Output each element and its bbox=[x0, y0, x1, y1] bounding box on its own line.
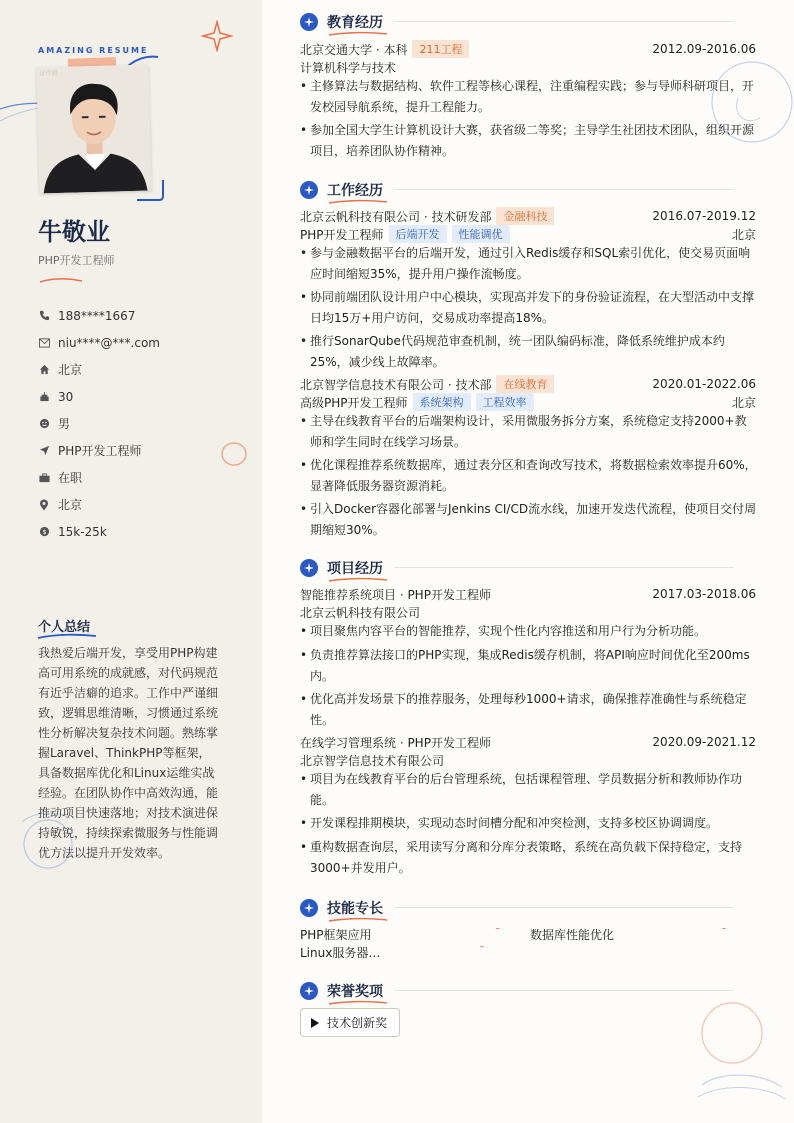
sparkle-icon bbox=[300, 559, 318, 577]
section-title-education: 教育经历 bbox=[327, 15, 383, 31]
section-title-honors: 荣誉奖项 bbox=[327, 984, 383, 1000]
bullet-text: 参加全国大学生计算机设计大赛，获省级二等奖；主导学生社团技术团队，组织开源项目，培养团队协作精神。 bbox=[310, 123, 755, 158]
summary-underline bbox=[36, 633, 100, 641]
bullet-text: 项目为在线教育平台的后台管理系统，包括课程管理、学员数据分析和教师协作功能。 bbox=[310, 772, 743, 807]
list-item: • 开发课程排期模块，实现动态时间槽分配和冲突检测，支持多校区协调调度。 bbox=[300, 813, 758, 834]
industry-tag: 在线教育 bbox=[496, 375, 554, 393]
section-underline bbox=[327, 31, 389, 37]
list-item: • 优化高并发场景下的推荐服务，处理每秒1000+请求，确保推荐准确性与系统稳定性。 bbox=[300, 689, 758, 730]
candidate-title: PHP开发工程师 bbox=[38, 254, 115, 267]
briefcase-icon bbox=[38, 472, 50, 484]
section-title-work: 工作经历 bbox=[327, 183, 383, 199]
sparkle-icon bbox=[300, 982, 318, 1000]
bullet-text: 主导在线教育平台的后端架构设计，采用微服务拆分方案，系统稳定支持2000+教师和学生同时在线学习场景。 bbox=[310, 414, 747, 449]
avatar bbox=[36, 65, 151, 194]
education-header bbox=[300, 40, 756, 58]
salary-icon bbox=[38, 526, 50, 538]
contact-age bbox=[38, 383, 160, 410]
send-icon bbox=[38, 445, 50, 457]
sidebar bbox=[0, 0, 262, 1123]
skill-level-marker bbox=[495, 928, 501, 929]
location-pin-icon bbox=[38, 499, 50, 511]
contact-phone bbox=[38, 302, 160, 329]
circle-decoration bbox=[218, 440, 250, 470]
section-skills bbox=[300, 898, 383, 918]
education-major: 计算机科学与技术 bbox=[300, 60, 397, 75]
cake-icon bbox=[38, 391, 50, 403]
job-date: 2016.07-2019.12 bbox=[652, 209, 756, 223]
project-header bbox=[300, 733, 756, 751]
job-header bbox=[300, 207, 756, 225]
brand-text: AMAZING RESUME bbox=[38, 46, 149, 55]
skill-level-marker bbox=[721, 928, 727, 929]
bullet-text: 重构数据查询层，采用读写分离和分库分表策略，系统在高负载下保持稳定，支持3000+并发用户。 bbox=[310, 840, 743, 875]
bullet-text: 开发课程排期模块，实现动态时间槽分配和冲突检测，支持多校区协调调度。 bbox=[310, 816, 719, 830]
bullet-text: 推行SonarQube代码规范审查机制，统一团队编码标准，降低系统维护成本约25%，减少线上故障率。 bbox=[310, 334, 725, 369]
section-honors bbox=[300, 981, 383, 1001]
sparkle-icon bbox=[300, 13, 318, 31]
star-sparkle-icon bbox=[200, 20, 234, 52]
job-date: 2020.01-2022.06 bbox=[652, 377, 756, 391]
contact-city-text: 北京 bbox=[58, 498, 83, 512]
skill-name: PHP框架应用 bbox=[300, 928, 372, 942]
main-content bbox=[262, 0, 794, 1123]
section-underline bbox=[327, 917, 389, 923]
bullet-text: 主修算法与数据结构、软件工程等核心课程，注重编程实践；参与导师科研项目，开发校园导航系统，提升工程能力。 bbox=[310, 79, 755, 114]
bullet-text: 项目聚焦内容平台的智能推荐，实现个性化内容推送和用户行为分析功能。 bbox=[310, 624, 707, 638]
job-position: PHP开发工程师 bbox=[300, 227, 384, 242]
education-date: 2012.09-2016.06 bbox=[652, 42, 756, 56]
contact-city bbox=[38, 491, 160, 518]
section-project bbox=[300, 558, 383, 578]
contact-status-text: 在职 bbox=[58, 471, 83, 485]
list-item: • 重构数据查询层，采用读写分离和分库分表策略，系统在高负载下保持稳定，支持3000+并发用户。 bbox=[300, 837, 758, 878]
job-position-row bbox=[300, 225, 756, 243]
photo-caption: 证件照 bbox=[39, 69, 58, 78]
list-item: • 引入Docker容器化部署与Jenkins CI/CD流水线，加速开发迭代流程，使项目交付周期缩短30%。 bbox=[300, 499, 758, 540]
job-header bbox=[300, 375, 756, 393]
job-position-row bbox=[300, 393, 756, 411]
job-position: 高级PHP开发工程师 bbox=[300, 395, 408, 410]
skill-bar bbox=[622, 927, 752, 929]
contact-position bbox=[38, 437, 160, 464]
section-divider bbox=[394, 567, 734, 568]
contact-gender bbox=[38, 410, 160, 437]
list-item: • 参加全国大学生计算机设计大赛，获省级二等奖；主导学生社团技术团队，组织开源项目，培养团队协作精神。 bbox=[300, 120, 758, 161]
contact-email-text: niu****@***.com bbox=[58, 335, 160, 350]
home-icon bbox=[38, 364, 50, 376]
sparkle-icon bbox=[300, 181, 318, 199]
project-date: 2017.03-2018.06 bbox=[652, 587, 756, 601]
project-title: 智能推荐系统项目 · PHP开发工程师 bbox=[300, 587, 491, 602]
section-underline bbox=[327, 577, 389, 583]
bullet-text: 负责推荐算法接口的PHP实现，集成Redis缓存机制，将API响应时间优化至200ms内。 bbox=[310, 648, 750, 683]
contact-position-text: PHP开发工程师 bbox=[58, 444, 142, 458]
project-company-row bbox=[300, 751, 756, 769]
list-item: • 优化课程推荐系统数据库，通过表分区和查询改写技术，将数据检索效率提升60%，显著降低服务器资源消耗。 bbox=[300, 455, 758, 496]
section-work bbox=[300, 180, 383, 200]
section-divider bbox=[394, 189, 734, 190]
summary-text: 我热爱后端开发，享受用PHP构建高可用系统的成就感，对代码规范有近乎洁癖的追求。工作中严谨细致，逻辑思维清晰，习惯通过系统性分析解决复杂技术问题。熟练掌握Laravel、ThinkPHP等框架，具备数据库优化和Linux运维实战经验。在团队协作中高效沟通，能推动项目快速落地；对技术演进保持敏锐，持续探索微服务与性能调优方法以提升开发效率。 bbox=[38, 646, 219, 860]
bullet-text: 优化课程推荐系统数据库，通过表分区和查询改写技术，将数据检索效率提升60%，显著降低服务器资源消耗。 bbox=[310, 458, 757, 493]
list-item: • 主修算法与数据结构、软件工程等核心课程，注重编程实践；参与导师科研项目，开发校园导航系统，提升工程能力。 bbox=[300, 76, 758, 117]
job-company: 北京智学信息技术有限公司 · 技术部 bbox=[300, 377, 492, 392]
contact-age-text: 30 bbox=[58, 389, 74, 404]
play-triangle-icon bbox=[311, 1018, 319, 1028]
portrait-icon bbox=[36, 65, 151, 194]
project-company: 北京云帆科技有限公司 bbox=[300, 605, 421, 620]
skill-tag: 性能调优 bbox=[452, 225, 510, 243]
skill-tag: 后端开发 bbox=[389, 225, 447, 243]
contact-list bbox=[38, 302, 160, 545]
job-company: 北京云帆科技有限公司 · 技术研发部 bbox=[300, 209, 492, 224]
svg-text:$: $ bbox=[41, 527, 47, 536]
skill-bar bbox=[392, 927, 522, 929]
list-item: • 推行SonarQube代码规范审查机制，统一团队编码标准，降低系统维护成本约25%，减少线上故障率。 bbox=[300, 331, 758, 372]
skill-name: Linux服务器… bbox=[300, 946, 381, 960]
list-item: • 参与金融数据平台的后端开发，通过引入Redis缓存和SQL索引优化，使交易页面响应时间缩短35%，提升用户操作流畅度。 bbox=[300, 243, 758, 284]
contact-salary-text: 15k-25k bbox=[58, 524, 107, 539]
section-underline bbox=[327, 1000, 389, 1006]
contact-status bbox=[38, 464, 160, 491]
section-divider bbox=[394, 990, 734, 991]
section-divider bbox=[394, 907, 734, 908]
skill-tag: 系统架构 bbox=[413, 393, 471, 411]
education-tag: 211工程 bbox=[412, 40, 469, 58]
contact-salary bbox=[38, 518, 160, 545]
section-divider bbox=[394, 21, 734, 22]
phone-icon bbox=[38, 310, 50, 322]
candidate-name: 牛敬业 bbox=[38, 218, 110, 246]
spiral-decoration bbox=[682, 995, 794, 1123]
project-header bbox=[300, 585, 756, 603]
mail-icon bbox=[38, 337, 50, 349]
section-underline bbox=[327, 199, 389, 205]
contact-home bbox=[38, 356, 160, 383]
section-title-skills: 技能专长 bbox=[327, 901, 383, 917]
bullet-text: 协同前端团队设计用户中心模块，实现高并发下的身份验证流程，在大型活动中支撑日均15万+用户访问，交易成功率提高18%。 bbox=[310, 290, 755, 325]
skill-name: 数据库性能优化 bbox=[530, 928, 615, 942]
skill-bar bbox=[392, 945, 522, 947]
project-company-row bbox=[300, 603, 756, 621]
job-city: 北京 bbox=[731, 227, 756, 242]
industry-tag: 金融科技 bbox=[496, 207, 554, 225]
list-item: • 负责推荐算法接口的PHP实现，集成Redis缓存机制，将API响应时间优化至200ms内。 bbox=[300, 645, 758, 686]
list-item: • 项目为在线教育平台的后台管理系统，包括课程管理、学员数据分析和教师协作功能。 bbox=[300, 769, 758, 810]
contact-email bbox=[38, 329, 160, 356]
honor-badge bbox=[300, 1008, 400, 1037]
project-company: 北京智学信息技术有限公司 bbox=[300, 753, 445, 768]
summary-heading: 个人总结 bbox=[38, 620, 91, 635]
bullet-text: 参与金融数据平台的后端开发，通过引入Redis缓存和SQL索引优化，使交易页面响应时间缩短35%，提升用户操作流畅度。 bbox=[310, 246, 751, 281]
education-major-row bbox=[300, 58, 756, 76]
job-city: 北京 bbox=[731, 395, 756, 410]
contact-phone-text: 188****1667 bbox=[58, 308, 136, 323]
name-underline bbox=[38, 277, 84, 285]
section-education bbox=[300, 12, 383, 32]
honor-label: 技术创新奖 bbox=[327, 1016, 388, 1030]
contact-gender-text: 男 bbox=[58, 417, 71, 431]
list-item: • 协同前端团队设计用户中心模块，实现高并发下的身份验证流程，在大型活动中支撑日均15万+用户访问，交易成功率提高18%。 bbox=[300, 287, 758, 328]
bullet-text: 引入Docker容器化部署与Jenkins CI/CD流水线，加速开发迭代流程，使项目交付周期缩短30%。 bbox=[310, 502, 757, 537]
gender-icon bbox=[38, 418, 50, 430]
skill-level-marker bbox=[479, 946, 485, 947]
bullet-text: 优化高并发场景下的推荐服务，处理每秒1000+请求，确保推荐准确性与系统稳定性。 bbox=[310, 692, 747, 727]
project-date: 2020.09-2021.12 bbox=[652, 735, 756, 749]
contact-home-text: 北京 bbox=[58, 363, 83, 377]
project-title: 在线学习管理系统 · PHP开发工程师 bbox=[300, 735, 491, 750]
education-school: 北京交通大学 · 本科 bbox=[300, 42, 408, 57]
section-title-project: 项目经历 bbox=[327, 561, 383, 577]
skill-tag: 工程效率 bbox=[476, 393, 534, 411]
list-item: • 项目聚焦内容平台的智能推荐，实现个性化内容推送和用户行为分析功能。 bbox=[300, 621, 758, 642]
sparkle-icon bbox=[300, 899, 318, 917]
list-item: • 主导在线教育平台的后端架构设计，采用微服务拆分方案，系统稳定支持2000+教师和学生同时在线学习场景。 bbox=[300, 411, 758, 452]
